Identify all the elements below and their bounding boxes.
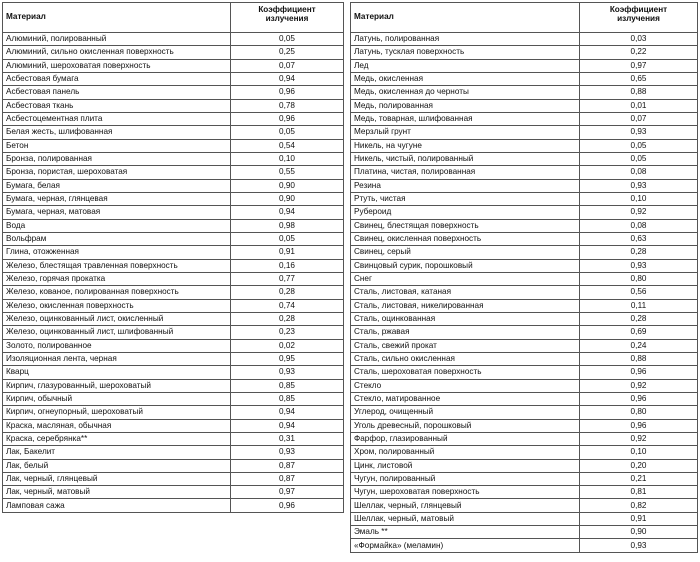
table-row xyxy=(3,392,344,405)
material-cell: Уголь древесный, порошковый xyxy=(351,419,580,432)
table-row xyxy=(3,126,344,139)
material-cell: Рубероид xyxy=(351,206,580,219)
emissivity-value-cell: 0,28 xyxy=(231,286,344,299)
emissivity-value-cell: 0,55 xyxy=(231,166,344,179)
table-header-row xyxy=(3,3,344,33)
table-row xyxy=(351,179,698,192)
material-cell: Латунь, полированная xyxy=(351,33,580,46)
table-row xyxy=(3,112,344,125)
table-row xyxy=(351,326,698,339)
table-row xyxy=(351,339,698,352)
emissivity-value-cell: 0,74 xyxy=(231,299,344,312)
table-row xyxy=(351,406,698,419)
emissivity-value-cell: 0,96 xyxy=(231,86,344,99)
emissivity-value-cell: 0,93 xyxy=(580,179,698,192)
material-cell: Сталь, листовая, катаная xyxy=(351,286,580,299)
header-coef-line1: Коэффициент xyxy=(258,5,316,14)
material-cell: Лак, Бакелит xyxy=(3,446,231,459)
material-cell: Лед xyxy=(351,59,580,72)
table-row xyxy=(351,152,698,165)
material-cell: Сталь, оцинкованная xyxy=(351,312,580,325)
material-cell: Золото, полированное xyxy=(3,339,231,352)
emissivity-value-cell: 0,94 xyxy=(231,406,344,419)
emissivity-value-cell: 0,05 xyxy=(231,126,344,139)
emissivity-value-cell: 0,03 xyxy=(580,33,698,46)
material-cell: Бронза, полированная xyxy=(3,152,231,165)
material-cell: Медь, товарная, шлифованная xyxy=(351,112,580,125)
header-emissivity-coefficient xyxy=(231,3,344,33)
header-material: Материал xyxy=(3,3,231,33)
emissivity-value-cell: 0,28 xyxy=(580,246,698,259)
material-cell: Сталь, шероховатая поверхность xyxy=(351,366,580,379)
emissivity-value-cell: 0,81 xyxy=(580,486,698,499)
emissivity-value-cell: 0,88 xyxy=(580,86,698,99)
emissivity-value-cell: 0,31 xyxy=(231,432,344,445)
table-row xyxy=(351,192,698,205)
emissivity-value-cell: 0,24 xyxy=(580,339,698,352)
material-cell: Железо, кованое, полированная поверхность xyxy=(3,286,231,299)
emissivity-value-cell: 0,97 xyxy=(580,59,698,72)
material-cell: Хром, полированный xyxy=(351,446,580,459)
table-row xyxy=(3,366,344,379)
emissivity-value-cell: 0,90 xyxy=(231,192,344,205)
emissivity-value-cell: 0,54 xyxy=(231,139,344,152)
table-row xyxy=(351,219,698,232)
material-cell: Лак, черный, матовый xyxy=(3,486,231,499)
material-cell: Бронза, пористая, шероховатая xyxy=(3,166,231,179)
emissivity-value-cell: 0,92 xyxy=(580,432,698,445)
emissivity-value-cell: 0,05 xyxy=(580,139,698,152)
table-row xyxy=(3,259,344,272)
table-row xyxy=(351,486,698,499)
table-row xyxy=(3,246,344,259)
material-cell: Медь, окисленная до черноты xyxy=(351,86,580,99)
emissivity-value-cell: 0,91 xyxy=(580,512,698,525)
table-row xyxy=(3,486,344,499)
emissivity-value-cell: 0,80 xyxy=(580,406,698,419)
table-row xyxy=(3,33,344,46)
emissivity-value-cell: 0,96 xyxy=(231,499,344,512)
emissivity-value-cell: 0,25 xyxy=(231,46,344,59)
table-row xyxy=(351,112,698,125)
table-row xyxy=(351,259,698,272)
material-cell: Стекло, матированное xyxy=(351,392,580,405)
emissivity-value-cell: 0,88 xyxy=(580,352,698,365)
emissivity-value-cell: 0,96 xyxy=(580,419,698,432)
material-cell: Свинцовый сурик, порошковый xyxy=(351,259,580,272)
emissivity-value-cell: 0,92 xyxy=(580,379,698,392)
table-row xyxy=(3,326,344,339)
material-cell: Кирпич, огнеупорный, шероховатый xyxy=(3,406,231,419)
emissivity-value-cell: 0,98 xyxy=(231,219,344,232)
emissivity-value-cell: 0,93 xyxy=(580,259,698,272)
material-cell: Никель, на чугуне xyxy=(351,139,580,152)
table-body-right xyxy=(351,33,698,553)
table-row xyxy=(351,352,698,365)
emissivity-value-cell: 0,10 xyxy=(580,446,698,459)
material-cell: Мерзлый грунт xyxy=(351,126,580,139)
material-cell: Стекло xyxy=(351,379,580,392)
table-row xyxy=(351,526,698,539)
table-row xyxy=(3,206,344,219)
table-row xyxy=(3,446,344,459)
material-cell: Изоляционная лента, черная xyxy=(3,352,231,365)
emissivity-value-cell: 0,95 xyxy=(231,352,344,365)
emissivity-value-cell: 0,65 xyxy=(580,72,698,85)
table-row xyxy=(3,352,344,365)
material-cell: Сталь, сильно окисленная xyxy=(351,352,580,365)
table-row xyxy=(3,232,344,245)
table-row xyxy=(3,499,344,512)
table-row xyxy=(3,272,344,285)
emissivity-value-cell: 0,85 xyxy=(231,392,344,405)
material-cell: Асбестоцементная плита xyxy=(3,112,231,125)
material-cell: Алюминий, полированный xyxy=(3,33,231,46)
table-row xyxy=(351,419,698,432)
table-row xyxy=(351,539,698,552)
emissivity-value-cell: 0,02 xyxy=(231,339,344,352)
table-row xyxy=(351,126,698,139)
table-row xyxy=(351,512,698,525)
emissivity-value-cell: 0,05 xyxy=(580,152,698,165)
emissivity-value-cell: 0,96 xyxy=(580,392,698,405)
emissivity-value-cell: 0,85 xyxy=(231,379,344,392)
table-row xyxy=(351,299,698,312)
header-emissivity-coefficient xyxy=(580,3,698,33)
emissivity-value-cell: 0,21 xyxy=(580,472,698,485)
material-cell: Железо, блестящая травленная поверхность xyxy=(3,259,231,272)
material-cell: Чугун, полированный xyxy=(351,472,580,485)
table-row xyxy=(3,472,344,485)
emissivity-value-cell: 0,63 xyxy=(580,232,698,245)
table-row xyxy=(3,192,344,205)
material-cell: Сталь, свежий прокат xyxy=(351,339,580,352)
material-cell: Фарфор, глазированный xyxy=(351,432,580,445)
table-row xyxy=(3,72,344,85)
material-cell: Бумага, белая xyxy=(3,179,231,192)
table-header-row xyxy=(351,3,698,33)
emissivity-value-cell: 0,94 xyxy=(231,206,344,219)
material-cell: Бетон xyxy=(3,139,231,152)
emissivity-value-cell: 0,05 xyxy=(231,33,344,46)
emissivity-value-cell: 0,28 xyxy=(580,312,698,325)
emissivity-value-cell: 0,96 xyxy=(231,112,344,125)
table-row xyxy=(351,446,698,459)
emissivity-value-cell: 0,28 xyxy=(231,312,344,325)
material-cell: Никель, чистый, полированный xyxy=(351,152,580,165)
emissivity-value-cell: 0,80 xyxy=(580,272,698,285)
emissivity-value-cell: 0,94 xyxy=(231,419,344,432)
table-row xyxy=(351,286,698,299)
table-row xyxy=(3,286,344,299)
material-cell: Лак, черный, глянцевый xyxy=(3,472,231,485)
emissivity-value-cell: 0,93 xyxy=(580,126,698,139)
material-cell: Железо, окисленная поверхность xyxy=(3,299,231,312)
material-cell: Железо, горячая прокатка xyxy=(3,272,231,285)
table-row xyxy=(351,166,698,179)
emissivity-value-cell: 0,22 xyxy=(580,46,698,59)
emissivity-table-left xyxy=(2,2,344,513)
emissivity-value-cell: 0,90 xyxy=(580,526,698,539)
material-cell: Краска, серебрянка** xyxy=(3,432,231,445)
material-cell: Кирпич, глазурованный, шероховатый xyxy=(3,379,231,392)
material-cell: Чугун, шероховатая поверхность xyxy=(351,486,580,499)
material-cell: Латунь, тусклая поверхность xyxy=(351,46,580,59)
material-cell: Вольфрам xyxy=(3,232,231,245)
table-row xyxy=(351,312,698,325)
emissivity-value-cell: 0,77 xyxy=(231,272,344,285)
table-row xyxy=(3,459,344,472)
material-cell: Платина, чистая, полированная xyxy=(351,166,580,179)
emissivity-value-cell: 0,07 xyxy=(231,59,344,72)
table-row xyxy=(3,139,344,152)
material-cell: Медь, окисленная xyxy=(351,72,580,85)
material-cell: Бумага, черная, матовая xyxy=(3,206,231,219)
table-row xyxy=(3,179,344,192)
material-cell: Цинк, листовой xyxy=(351,459,580,472)
emissivity-value-cell: 0,56 xyxy=(580,286,698,299)
emissivity-value-cell: 0,01 xyxy=(580,99,698,112)
material-cell: Свинец, окисленная поверхность xyxy=(351,232,580,245)
emissivity-value-cell: 0,07 xyxy=(580,112,698,125)
table-row xyxy=(351,366,698,379)
material-cell: Железо, оцинкованный лист, шлифованный xyxy=(3,326,231,339)
emissivity-value-cell: 0,94 xyxy=(231,72,344,85)
table-row xyxy=(3,379,344,392)
table-row xyxy=(3,166,344,179)
material-cell: Белая жесть, шлифованная xyxy=(3,126,231,139)
table-row xyxy=(3,406,344,419)
table-row xyxy=(351,232,698,245)
material-cell: Кирпич, обычный xyxy=(3,392,231,405)
material-cell: Сталь, ржавая xyxy=(351,326,580,339)
material-cell: Эмаль ** xyxy=(351,526,580,539)
material-cell: Асбестовая бумага xyxy=(3,72,231,85)
material-cell: Краска, масляная, обычная xyxy=(3,419,231,432)
table-row xyxy=(3,219,344,232)
table-row xyxy=(351,46,698,59)
table-row xyxy=(3,312,344,325)
material-cell: Глина, отожженная xyxy=(3,246,231,259)
material-cell: Ртуть, чистая xyxy=(351,192,580,205)
emissivity-value-cell: 0,23 xyxy=(231,326,344,339)
material-cell: Лак, белый xyxy=(3,459,231,472)
table-row xyxy=(351,72,698,85)
material-cell: Свинец, блестящая поверхность xyxy=(351,219,580,232)
table-row xyxy=(3,299,344,312)
material-cell: Свинец, серый xyxy=(351,246,580,259)
table-row xyxy=(351,206,698,219)
emissivity-table-right xyxy=(350,2,698,553)
table-row xyxy=(351,86,698,99)
material-cell: Ламповая сажа xyxy=(3,499,231,512)
emissivity-value-cell: 0,08 xyxy=(580,219,698,232)
emissivity-value-cell: 0,92 xyxy=(580,206,698,219)
emissivity-value-cell: 0,11 xyxy=(580,299,698,312)
emissivity-value-cell: 0,10 xyxy=(231,152,344,165)
table-row xyxy=(351,472,698,485)
emissivity-value-cell: 0,96 xyxy=(580,366,698,379)
header-coef-line1: Коэффициент xyxy=(609,5,668,14)
material-cell: Бумага, черная, глянцевая xyxy=(3,192,231,205)
emissivity-value-cell: 0,93 xyxy=(580,539,698,552)
header-coef-line2: излучения xyxy=(617,14,660,24)
material-cell: Алюминий, шероховатая поверхность xyxy=(3,59,231,72)
table-body-left xyxy=(3,33,344,513)
table-row xyxy=(351,379,698,392)
table-row xyxy=(3,99,344,112)
table-row xyxy=(3,46,344,59)
emissivity-value-cell: 0,69 xyxy=(580,326,698,339)
table-row xyxy=(3,419,344,432)
emissivity-value-cell: 0,82 xyxy=(580,499,698,512)
table-row xyxy=(3,152,344,165)
emissivity-value-cell: 0,16 xyxy=(231,259,344,272)
material-cell: Медь, полированная xyxy=(351,99,580,112)
table-row xyxy=(351,499,698,512)
material-cell: Шеллак, черный, глянцевый xyxy=(351,499,580,512)
material-cell: Снег xyxy=(351,272,580,285)
material-cell: Асбестовая панель xyxy=(3,86,231,99)
emissivity-value-cell: 0,87 xyxy=(231,472,344,485)
table-row xyxy=(3,339,344,352)
table-row xyxy=(351,272,698,285)
table-row xyxy=(3,432,344,445)
emissivity-value-cell: 0,08 xyxy=(580,166,698,179)
emissivity-value-cell: 0,93 xyxy=(231,446,344,459)
header-material: Материал xyxy=(351,3,580,33)
material-cell: Углерод, очищенный xyxy=(351,406,580,419)
emissivity-value-cell: 0,97 xyxy=(231,486,344,499)
header-coef-line2: излучения xyxy=(265,14,309,24)
table-row xyxy=(351,59,698,72)
table-row xyxy=(3,59,344,72)
table-row xyxy=(351,99,698,112)
emissivity-value-cell: 0,90 xyxy=(231,179,344,192)
emissivity-value-cell: 0,78 xyxy=(231,99,344,112)
table-row xyxy=(351,139,698,152)
material-cell: Шеллак, черный, матовый xyxy=(351,512,580,525)
emissivity-value-cell: 0,05 xyxy=(231,232,344,245)
material-cell: Железо, оцинкованный лист, окисленный xyxy=(3,312,231,325)
table-row xyxy=(351,246,698,259)
table-row xyxy=(351,459,698,472)
emissivity-value-cell: 0,93 xyxy=(231,366,344,379)
material-cell: Алюминий, сильно окисленная поверхность xyxy=(3,46,231,59)
emissivity-value-cell: 0,20 xyxy=(580,459,698,472)
emissivity-value-cell: 0,87 xyxy=(231,459,344,472)
emissivity-value-cell: 0,10 xyxy=(580,192,698,205)
table-row xyxy=(3,86,344,99)
material-cell: «Формайка» (меламин) xyxy=(351,539,580,552)
material-cell: Вода xyxy=(3,219,231,232)
material-cell: Резина xyxy=(351,179,580,192)
material-cell: Сталь, листовая, никелированная xyxy=(351,299,580,312)
table-row xyxy=(351,392,698,405)
table-row xyxy=(351,33,698,46)
emissivity-value-cell: 0,91 xyxy=(231,246,344,259)
material-cell: Асбестовая ткань xyxy=(3,99,231,112)
table-row xyxy=(351,432,698,445)
material-cell: Кварц xyxy=(3,366,231,379)
